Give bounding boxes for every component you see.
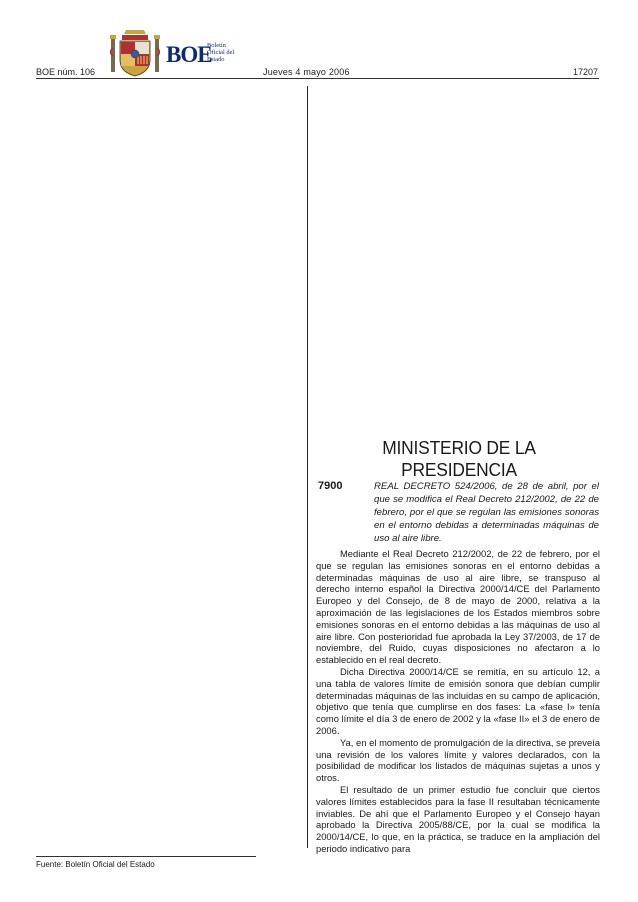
body-paragraph: Ya, en el momento de promulgación de la directiva, se preveía una revisión de los valores límite y valores declarados, con la posibilidad de modificar los listados de máquinas sujetas a unos y otros. [316,736,600,784]
footer-source: Fuente: Boletín Oficial del Estado [36,860,155,869]
boe-logo-subtitle-line: Estado [207,56,225,63]
body-paragraph: Mediante el Real Decreto 212/2002, de 22 de febrero, por el que se regulan las emisiones sonoras en el entorno debidas a determinadas máquinas de uso al aire libre, se transpuso al derecho interno español la Directiva 2000/14/CE del Parlamento Europeo y del Consejo, de 8 de mayo de 2000, relativa a la aproximación de las legislaciones de los Estados miembros sobre emisiones sonoras en el entorno debidas a las máquinas de uso al aire libre. Con posterioridad fue aprobada la Ley 37/2003, de 17 de noviembre, del Ruido, cuyas disposiciones no afectaron a lo establecido en el real decreto. [316,548,600,666]
body-paragraph: Dicha Directiva 2000/14/CE se remitía, en su artículo 12, a una tabla de valores límite de emisión sonora que debían cumplir determinadas máquinas de las incluidas en su campo de aplicación, objetivo que tenía que cumplirse en dos fases: La «fase I» tenía como límite el día 3 de enero de 2002 y la «fase II» el 3 de enero de 2006. [316,665,600,736]
boe-logo-letters: BOE [166,42,212,67]
decree-number: 7900 [318,480,343,492]
issue-date: Jueves 4 mayo 2006 [263,67,350,77]
page-number: 17207 [572,67,598,77]
body-paragraph: El resultado de un primer estudio fue concluir que ciertos valores límites establecidos para la fase II resultaban técnicamente inviables. De ahí que el Parlamento Europeo y el Consejo hayan aprobado la Directiva 2005/88/CE, por la cual se modifica la 2000/14/CE, lo que, en la práctica, se traduce en la ampliación del periodo indicativo para [316,783,600,854]
footer-rule [36,856,256,857]
coat-of-arms-logo [110,30,160,78]
decree-body [316,548,600,855]
issue-number: BOE núm. 106 [36,67,96,77]
decree-title: REAL DECRETO 524/2006, de 28 de abril, por el que se modifica el Real Decreto 212/2002, de 22 de febrero, por el que se regulan las emisiones sonoras en el entorno debidas a determinadas máquinas de uso al aire libre. [374,481,599,544]
boe-logo-subtitle-line: Boletín [207,42,226,49]
boe-logo-subtitle-line: Oficial del [207,49,235,56]
column-divider [307,86,308,848]
header-rule [36,78,599,79]
ministry-heading: MINISTERIO DE LA PRESIDENCIA [382,437,536,480]
